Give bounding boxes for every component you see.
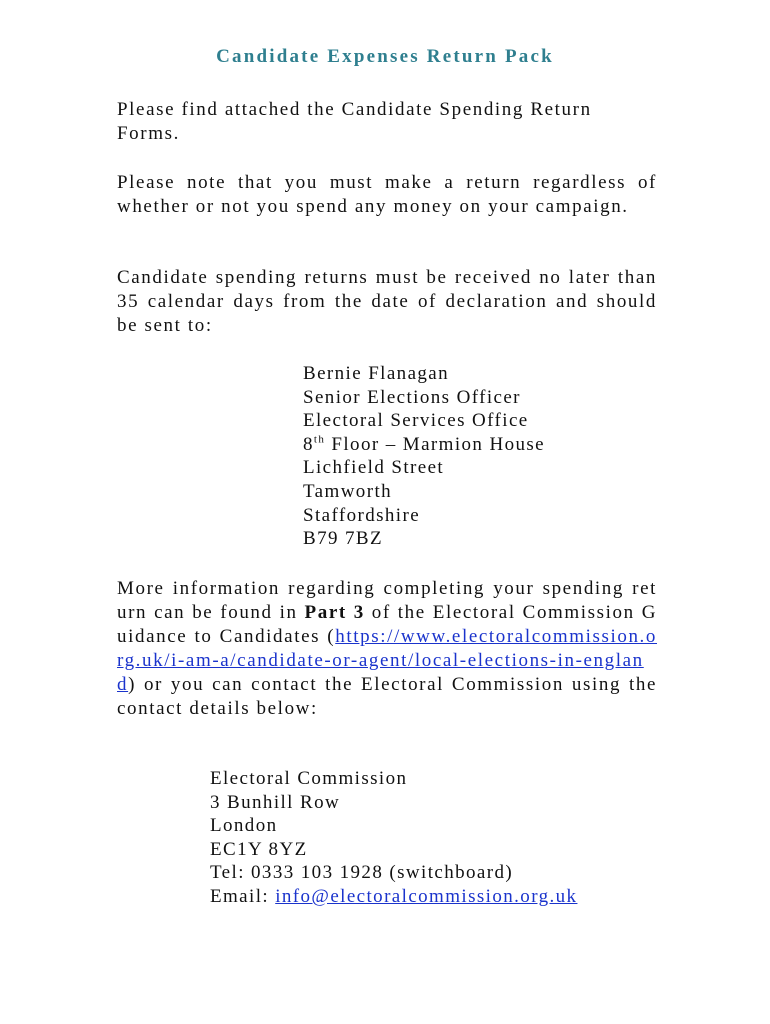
address-town: Tamworth	[303, 480, 393, 502]
address-postcode: B79 7BZ	[303, 528, 384, 550]
commission-name: Electoral Commission	[210, 768, 408, 789]
page-title: Candidate Expenses Return Pack	[216, 46, 554, 67]
commission-email-line	[210, 885, 577, 909]
address-office: Electoral Services Office	[303, 410, 529, 432]
more-info-post: ) or you can contact the Electoral Commission using the contact details below:	[117, 674, 657, 719]
more-info-mid: of the Electoral Commission Guidance to Candidates (	[117, 602, 658, 647]
commission-address-block	[210, 767, 577, 909]
floor-superscript: th	[313, 433, 326, 446]
commission-postcode: EC1Y 8YZ	[210, 838, 308, 860]
address-floor	[303, 433, 545, 457]
council-address-block	[303, 362, 545, 551]
more-info-pre: More information regarding completing your spending return can be found in	[117, 578, 657, 623]
email-link[interactable]: info@electoralcommission.org.uk	[275, 885, 578, 907]
commission-tel: Tel: 0333 103 1928 (switchboard)	[210, 862, 514, 884]
deadline-paragraph: Candidate spending returns must be received no later than 35 calendar days from the date of declaration and should be sent to:	[117, 267, 657, 336]
guidance-link[interactable]: https://www.electoralcommission.org.uk/i-am-a/candidate-or-agent/local-elections-in-england	[117, 626, 657, 695]
address-street: Lichfield Street	[303, 457, 445, 479]
commission-street: 3 Bunhill Row	[210, 791, 341, 813]
more-info-paragraph	[117, 577, 657, 721]
must-return-paragraph: Please note that you must make a return regardless of whether or not you spend any money on your campaign.	[117, 172, 657, 217]
address-name: Bernie Flanagan	[303, 363, 450, 384]
address-role: Senior Elections Officer	[303, 386, 521, 408]
address-county: Staffordshire	[303, 504, 421, 526]
floor-number: 8	[303, 433, 314, 455]
email-label: Email:	[210, 885, 276, 907]
intro-paragraph: Please find attached the Candidate Spending Return Forms.	[117, 99, 592, 144]
commission-city: London	[210, 815, 278, 837]
floor-rest: Floor – Marmion House	[325, 433, 545, 455]
part-reference: Part 3	[304, 602, 365, 623]
